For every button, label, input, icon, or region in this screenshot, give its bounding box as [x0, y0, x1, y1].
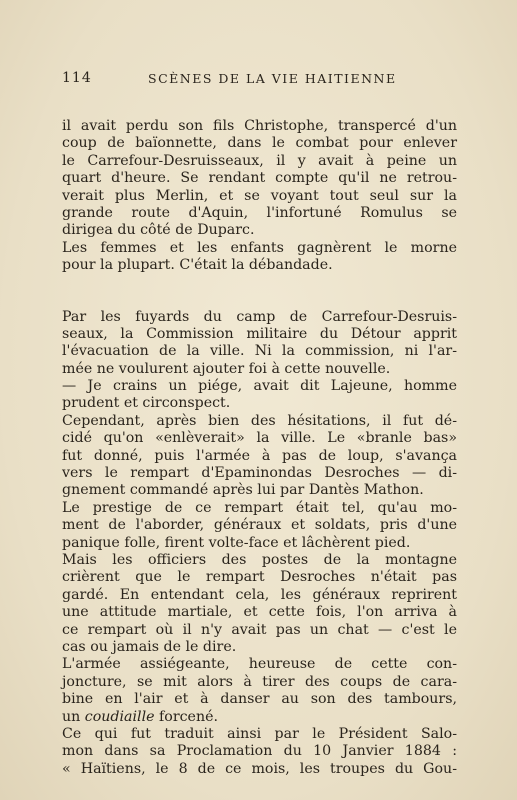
text-line: bine en l'air et à danser au son des tambours,: [62, 691, 457, 708]
paragraph: [62, 413, 457, 500]
text-line: fut donné, puis l'armée à pas de loup, s'avança: [62, 447, 457, 464]
page-number: 114: [62, 70, 92, 86]
paragraph: [62, 118, 457, 240]
text-line: Les femmes et les enfants gagnèrent le morne: [62, 239, 457, 256]
text-run: forcené.: [154, 708, 218, 725]
text-line: Mais les officiers des postes de la montagne: [62, 551, 457, 568]
text-line: coup de baïonnette, dans le combat pour enlever: [62, 135, 457, 152]
text-line: « Haïtiens, le 8 de ce mois, les troupes du Gou-: [62, 760, 457, 777]
text-line: ce rempart où il n'y avait pas un chat — c'est le: [62, 621, 457, 638]
text-line: joncture, se mit alors à tirer des coups de cara-: [62, 673, 457, 690]
text-line: pour la plupart. C'était la débandade.: [62, 257, 333, 274]
text-line: — Je crains un piége, avait dit Lajeune, homme: [62, 378, 457, 395]
text-line: L'armée assiégeante, heureuse de cette con-: [62, 656, 457, 673]
text-line: quart d'heure. Se rendant compte qu'il ne retrou-: [62, 170, 457, 187]
text-line: dirigea du côté de Duparc.: [62, 222, 255, 239]
paragraph: [62, 500, 457, 552]
text-line: ment de l'aborder, généraux et soldats, pris d'une: [62, 517, 457, 534]
text-line: gnement commandé après lui par Dantès Mathon.: [62, 482, 424, 499]
text-line: une attitude martiale, et cette fois, l'on arriva à: [62, 604, 457, 621]
text-line: cas ou jamais de le dire.: [62, 638, 237, 655]
text-line: grande route d'Aquin, l'infortuné Romulus se: [62, 204, 457, 221]
paragraph: [62, 240, 457, 275]
text-line: vers le rempart d'Epaminondas Desroches — di-: [62, 465, 457, 482]
running-head: SCÈNES DE LA VIE HAITIENNE: [148, 71, 397, 86]
text-line: Cependant, après bien des hésitations, il fut dé-: [62, 412, 457, 429]
paragraph: [62, 378, 457, 413]
text-line: mon dans sa Proclamation du 10 Janvier 1884 :: [62, 743, 457, 760]
text-line: mée ne voulurent ajouter foi à cette nouvelle.: [62, 360, 391, 377]
text-line: cidé qu'on «enlèverait» la ville. Le «branle bas»: [62, 430, 457, 447]
text-line: prudent et circonspect.: [62, 395, 231, 412]
italic-word: coudiaille: [84, 708, 155, 725]
paragraph: [62, 309, 457, 379]
text-line: Ce qui fut traduit ainsi par le Président Salo-: [62, 725, 457, 742]
text-line: l'évacuation de la ville. Ni la commission, ni l'ar-: [62, 343, 457, 360]
text-run: un: [62, 708, 85, 725]
text-line: il avait perdu son fils Christophe, transpercé d'un: [62, 118, 457, 134]
text-line: Le prestige de ce rempart était tel, qu'au mo-: [62, 499, 457, 516]
text-line: verait plus Merlin, et se voyant tout seul sur la: [62, 187, 457, 204]
text-line: [62, 709, 457, 726]
section-break: [62, 275, 457, 309]
paragraph: [62, 552, 457, 656]
text-line: crièrent que le rempart Desroches n'était pas: [62, 569, 457, 586]
paragraph: [62, 726, 457, 778]
text-line: seaux, la Commission militaire du Détour apprit: [62, 325, 457, 342]
paragraph: [62, 656, 457, 726]
text-line: panique folle, firent volte-face et lâchèrent pied.: [62, 534, 411, 551]
text-line: gardé. En entendant cela, les généraux reprirent: [62, 586, 457, 603]
body-text: [62, 118, 457, 778]
text-line: Par les fuyards du camp de Carrefour-Desruis-: [62, 308, 457, 325]
text-line: le Carrefour-Desruisseaux, il y avait à peine un: [62, 152, 457, 169]
